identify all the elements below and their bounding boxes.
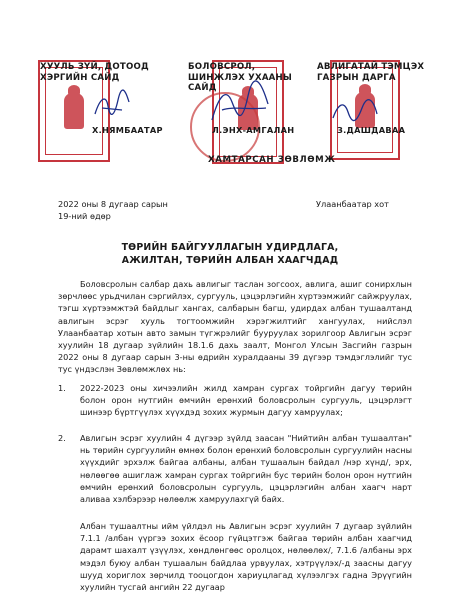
signatory-center-name: Л.ЭНХ-АМГАЛАН xyxy=(212,125,295,135)
item-1-number: 1. xyxy=(58,383,66,393)
closing-paragraph: Албан тушаалтны ийм үйлдэл нь Авлигын эсрэг хуулийн 7 дугаар зүйлийн 7.1.1 /албан үүргээ зохих ёсоор гүйцэтгэж байгаа төрийн албан хаагчид дарамт шахалт үзүүлэх, хөндлөнгөөс оролцох, нөлөөлөх/, 7.1.6 /албаны эрх мэдэл буюу албан тушаалын байдлаа урвуулах, хэтрүүлэх/-д заасны дагуу шууд хориглох зөрчилд тооцогдон хариуцлагад хүлээлгэх гадна Эрүүгийн хуулийн тусгай ангийн 22 дугаар xyxy=(80,521,412,593)
signatory-left-name: Х.НЯМБААТАР xyxy=(92,125,163,135)
signature-center xyxy=(208,80,272,126)
date-line-2: 19-ний өдөр xyxy=(58,211,111,221)
header-left: ХУУЛЬ ЗҮЙ, ДОТООД ХЭРГИЙН САЙД xyxy=(40,62,149,83)
item-2-text: Авлигын эсрэг хуулийн 4 дүгээр зүйлд заасан "Нийтийн албан тушаалтан" нь төрийн сургуулийн өмнөх болон ерөнхий боловсролын сургуулийн насны хүүхдийг эрхэлж байгаа албаны, албан тушаалын байдал /нэр хүнд/, эрх, нөлөөгөө ашиглаж хамран сургах тойргийн бус төрийн болон орон нутгийн өмчийн ерөнхий боловсролын сургууль, цэцэрлэгийн албан хаагч нарт аливаа хэлбэрээр нөлөөлж хамруулахгүй байх. xyxy=(80,433,412,505)
document-title-line-1: ТӨРИЙН БАЙГУУЛЛАГЫН УДИРДЛАГА, xyxy=(121,242,339,253)
document-title-line-2: АЖИЛТАН, ТӨРИЙН АЛБАН ХААГЧДАД xyxy=(121,255,339,266)
signature-right xyxy=(330,96,380,126)
signature-left xyxy=(92,88,132,122)
signatory-right-name: З.ДАШДАВАА xyxy=(337,125,406,135)
item-2-number: 2. xyxy=(58,433,66,443)
header-right: АВЛИГАТАЙ ТЭМЦЭХ ГАЗРЫН ДАРГА xyxy=(317,62,425,83)
date-line-1: 2022 оны 8 дугаар сарын xyxy=(58,199,168,209)
place: Улаанбаатар хот xyxy=(316,199,389,209)
header-center: БОЛОВСРОЛ, ШИНЖЛЭХ УХААНЫ САЙД xyxy=(188,62,293,93)
item-1-text: 2022-2023 оны хичээлийн жилд хамран сургах тойргийн дагуу төрийн болон орон нутгийн өмчийн ерөнхий боловсролын сургууль, цэцэрлэгт шинээр бүртгүүлэх хүүхдэд зохих журмын дагуу хамруулах; xyxy=(80,383,412,418)
intro-paragraph: Боловсролын салбар дахь авлигыг таслан зогсоох, авлига, ашиг сонирхлын зөрчлөөс урьдчилан сэргийлэх, сургууль, цэцэрлэгийн хүртээмжийг сайжруулах, тэгш хүртээмжтэй байдлыг хангах, салбарын багш, удирдах албан тушаалтанд авлигын эсрэг хууль тогтоомжийн хэрэгжилтийг хангуулах, нийслэл Улаанбаатар хотын авто замын түгжрэлийг бууруулах зорилгоор Авлигын эсрэг хуулийн 18 дугаар зүйлийн 18.1.6 дахь заалт, Монгол Улсын Засгийн газрын 2022 оны 8 дугаар сарын 3-ны өдрийн хуралдааны 39 дүгээр тэмдэглэлийг тус тус үндэслэн Зөвлөмжлөх нь: xyxy=(58,279,412,375)
joint-recommendation-label: ХАМТАРСАН ЗӨВЛӨМЖ xyxy=(208,155,336,165)
